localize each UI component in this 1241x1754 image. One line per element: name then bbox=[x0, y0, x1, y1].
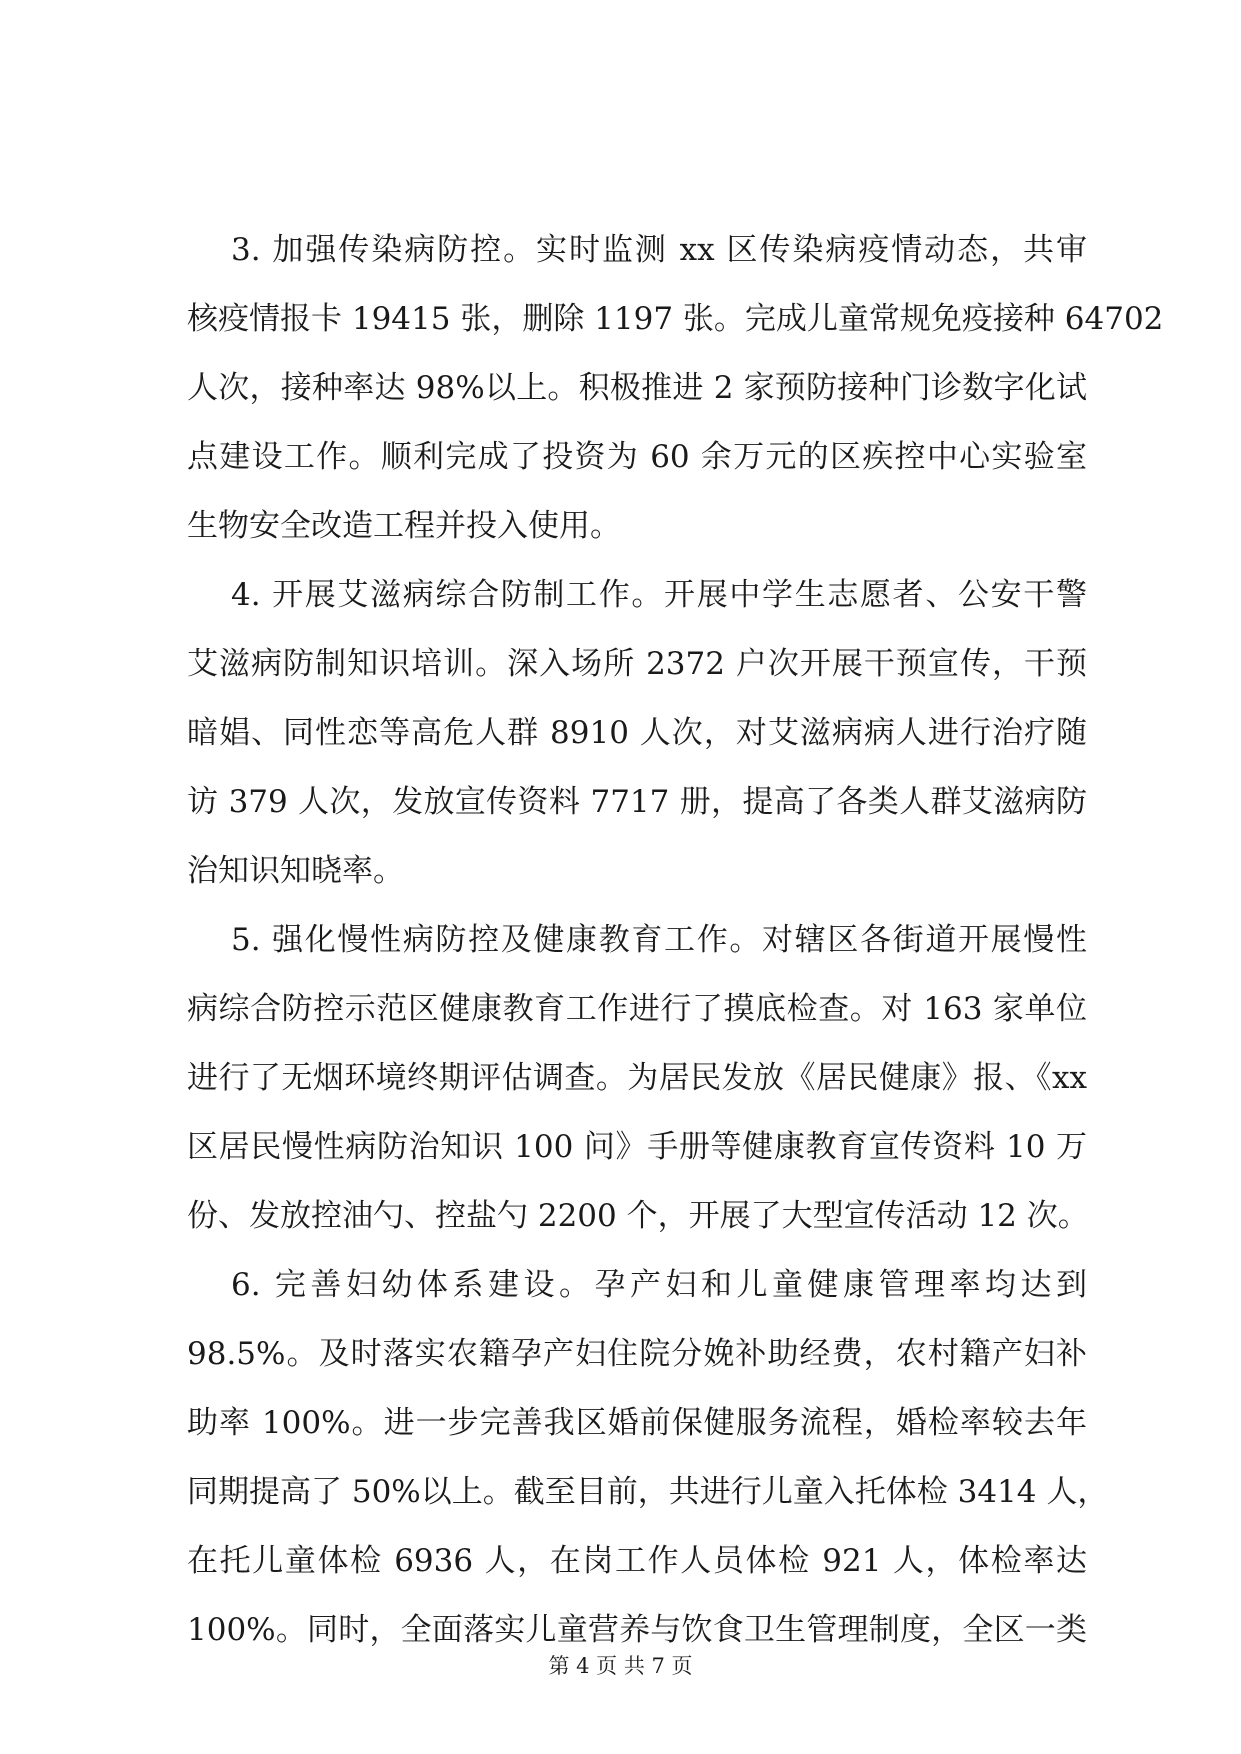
paragraph-4-line-2: 艾滋病防制知识培训。深入场所 2372 户次开展干预宣传，干预 bbox=[187, 646, 1087, 682]
paragraph-3-line-5: 生物安全改造工程并投入使用。 bbox=[187, 508, 621, 544]
paragraph-6-line-6: 100%。同时，全面落实儿童营养与饮食卫生管理制度，全区一类 bbox=[187, 1612, 1087, 1648]
paragraph-6-line-1: 6. 完善妇幼体系建设。孕产妇和儿童健康管理率均达到 bbox=[231, 1267, 1087, 1303]
paragraph-3-line-2: 核疫情报卡 19415 张，删除 1197 张。完成儿童常规免疫接种 64702 bbox=[187, 301, 1164, 337]
paragraph-6-line-5: 在托儿童体检 6936 人，在岗工作人员体检 921 人，体检率达 bbox=[187, 1543, 1087, 1579]
paragraph-4-line-1: 4. 开展艾滋病综合防制工作。开展中学生志愿者、公安干警 bbox=[231, 577, 1087, 613]
paragraph-4-line-5: 治知识知晓率。 bbox=[187, 853, 404, 889]
paragraph-3-line-1: 3. 加强传染病防控。实时监测 xx 区传染病疫情动态，共审 bbox=[231, 232, 1087, 268]
page-footer: 第 4 页 共 7 页 bbox=[548, 1654, 693, 1678]
paragraph-3-line-3: 人次，接种率达 98%以上。积极推进 2 家预防接种门诊数字化试 bbox=[187, 370, 1087, 406]
paragraph-5-line-2: 病综合防控示范区健康教育工作进行了摸底检查。对 163 家单位 bbox=[187, 991, 1087, 1027]
paragraph-5-line-4: 区居民慢性病防治知识 100 问》手册等健康教育宣传资料 10 万 bbox=[187, 1129, 1087, 1165]
paragraph-5-line-3: 进行了无烟环境终期评估调查。为居民发放《居民健康》报、《xx bbox=[187, 1060, 1087, 1096]
paragraph-6-line-2: 98.5%。及时落实农籍孕产妇住院分娩补助经费，农村籍产妇补 bbox=[187, 1336, 1087, 1372]
paragraph-5-line-5: 份、发放控油勺、控盐勺 2200 个，开展了大型宣传活动 12 次。 bbox=[187, 1198, 1089, 1234]
paragraph-4-line-4: 访 379 人次，发放宣传资料 7717 册，提高了各类人群艾滋病防 bbox=[187, 784, 1087, 820]
paragraph-6-line-3: 助率 100%。进一步完善我区婚前保健服务流程，婚检率较去年 bbox=[187, 1405, 1087, 1441]
paragraph-6-line-4: 同期提高了 50%以上。截至目前，共进行儿童入托体检 3414 人， bbox=[187, 1474, 1109, 1510]
paragraph-5-line-1: 5. 强化慢性病防控及健康教育工作。对辖区各街道开展慢性 bbox=[231, 922, 1087, 958]
paragraph-3-line-4: 点建设工作。顺利完成了投资为 60 余万元的区疾控中心实验室 bbox=[187, 439, 1087, 475]
paragraph-4-line-3: 暗娼、同性恋等高危人群 8910 人次，对艾滋病病人进行治疗随 bbox=[187, 715, 1087, 751]
